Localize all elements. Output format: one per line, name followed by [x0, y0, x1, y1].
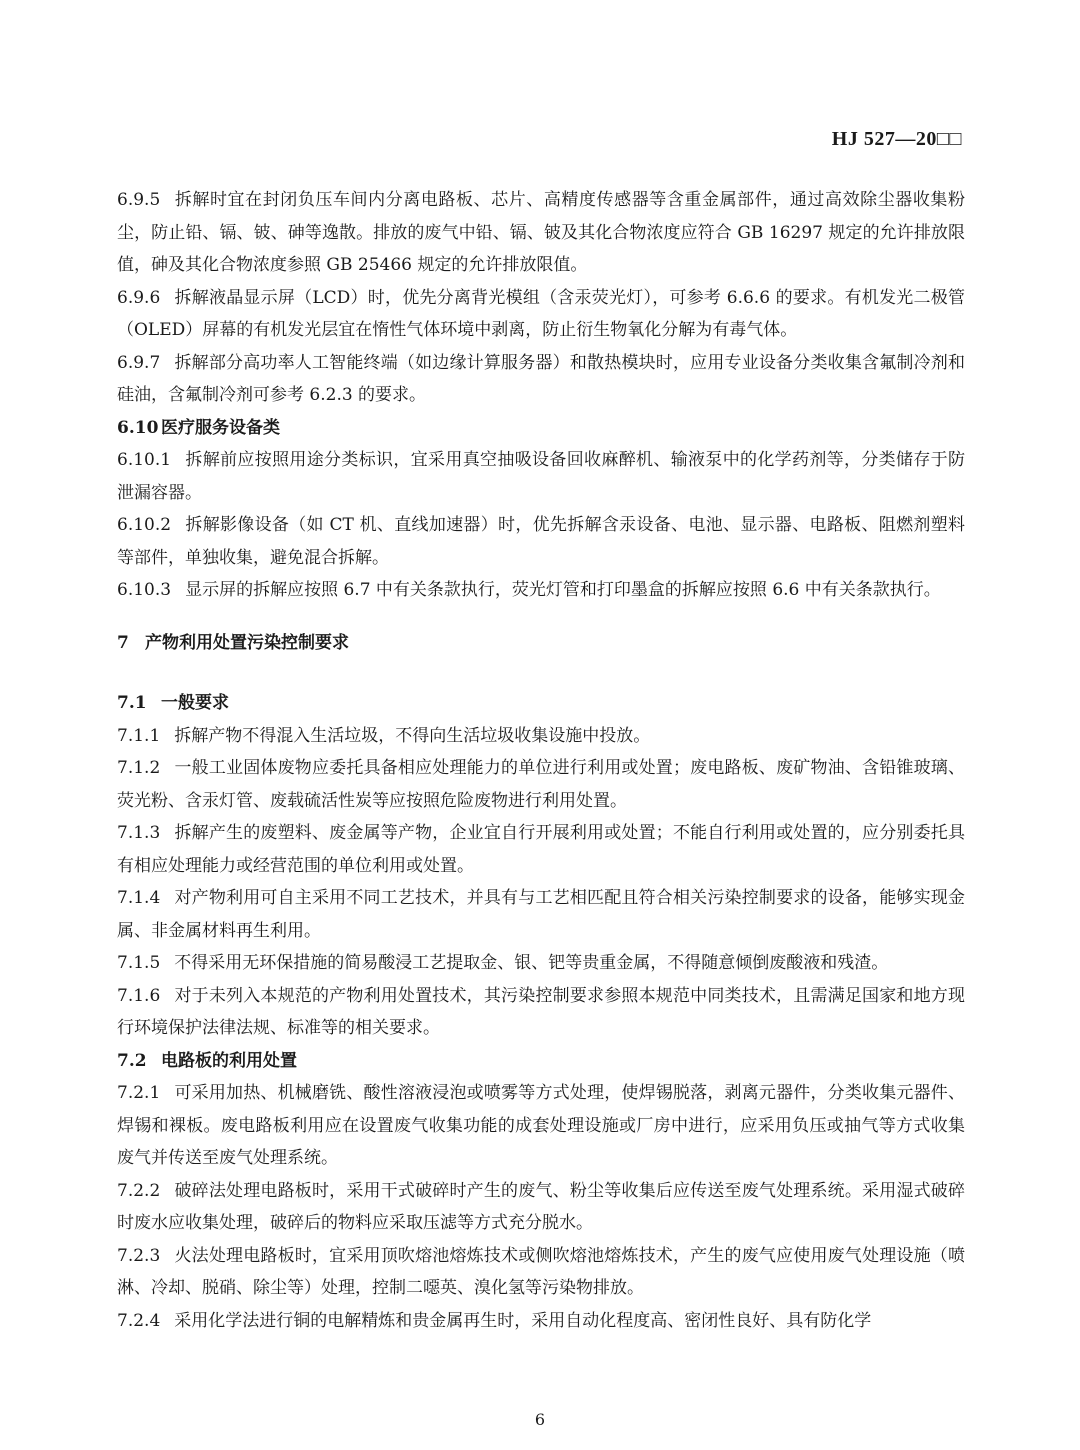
clause-text: 拆解影像设备（如 CT 机、直线加速器）时，优先拆解含汞设备、电池、显示器、电路板、阻燃剂塑料等部件，单独收集，避免混合拆解。	[117, 515, 965, 568]
clause-number: 7.2.1	[117, 1083, 161, 1103]
clause-number: 7.1.5	[117, 953, 161, 973]
chapter-title: 产物利用处置污染控制要求	[145, 632, 349, 653]
chapter-number: 7	[117, 632, 129, 653]
clause-text: 拆解液晶显示屏（LCD）时，优先分离背光模组（含汞荧光灯），可参考 6.6.6 的要求。有机发光二极管（OLED）屏幕的有机发光层宜在惰性气体环境中剥离，防止衍生物氧化分解为有毒气体。	[117, 287, 965, 340]
clause-paragraph	[117, 444, 965, 509]
clause-number: 6.9.5	[117, 190, 161, 210]
clause-paragraph	[117, 282, 965, 347]
clause-paragraph	[117, 1077, 965, 1175]
clause-text: 拆解部分高功率人工智能终端（如边缘计算服务器）和散热模块时，应用专业设备分类收集含氟制冷剂和硅油，含氟制冷剂可参考 6.2.3 的要求。	[117, 352, 965, 405]
document-code-header: HJ 527—20□□	[831, 128, 962, 150]
clause-number: 6.9.7	[117, 352, 161, 373]
clause-text: 破碎法处理电路板时，采用干式破碎时产生的废气、粉尘等收集后应传送至废气处理系统。采用湿式破碎时废水应收集处理，破碎后的物料应采取压滤等方式充分脱水。	[117, 1180, 965, 1233]
clause-paragraph	[117, 574, 965, 607]
clause-number: 7.1.6	[117, 985, 161, 1006]
clause-number: 7.1.4	[117, 888, 161, 908]
section-number: 7.1	[117, 693, 147, 713]
page-number: 6	[534, 1410, 546, 1429]
clause-text: 火法处理电路板时，宜采用顶吹熔池熔炼技术或侧吹熔池熔炼技术，产生的废气应使用废气处理设施（喷淋、冷却、脱硝、除尘等）处理，控制二噁英、溴化氢等污染物排放。	[117, 1245, 965, 1298]
clause-number: 7.2.2	[117, 1180, 161, 1201]
clause-number: 6.10.1	[117, 450, 172, 470]
clause-paragraph	[117, 720, 965, 753]
section-title: 医疗服务设备类	[161, 417, 280, 438]
section-title: 电路板的利用处置	[161, 1050, 297, 1071]
clause-number: 6.10.3	[117, 580, 172, 600]
clause-paragraph	[117, 817, 965, 882]
clause-number: 7.1.3	[117, 823, 161, 843]
clause-text: 拆解时宜在封闭负压车间内分离电路板、芯片、高精度传感器等含重金属部件，通过高效除尘器收集粉尘，防止铅、镉、铍、砷等逸散。排放的废气中铅、镉、铍及其化合物浓度应符合 GB 16297 规定的允许排放限值，砷及其化合物浓度参照 GB 25466 规定的允许排放限值。	[117, 190, 965, 275]
clause-text: 对于未列入本规范的产物利用处置技术，其污染控制要求参照本规范中同类技术，且需满足国家和地方现行环境保护法律法规、标准等的相关要求。	[117, 985, 965, 1038]
clause-text: 拆解前应按照用途分类标识，宜采用真空抽吸设备回收麻醉机、输液泵中的化学药剂等，分类储存于防泄漏容器。	[117, 450, 965, 503]
section-heading	[117, 687, 965, 720]
clause-paragraph	[117, 1240, 965, 1305]
clause-paragraph	[117, 184, 965, 282]
clause-number: 6.10.2	[117, 515, 172, 535]
clause-paragraph	[117, 752, 965, 817]
clause-paragraph	[117, 980, 965, 1045]
clause-paragraph	[117, 347, 965, 412]
clause-text: 一般工业固体废物应委托具备相应处理能力的单位进行利用或处置；废电路板、废矿物油、含铅锥玻璃、荧光粉、含汞灯管、废载硫活性炭等应按照危险废物进行利用处置。	[117, 758, 965, 811]
section-number: 6.10	[117, 417, 159, 438]
clause-number: 7.1.2	[117, 758, 161, 778]
clause-text: 不得采用无环保措施的简易酸浸工艺提取金、银、钯等贵重金属，不得随意倾倒废酸液和残渣。	[174, 953, 889, 973]
clause-text: 拆解产物不得混入生活垃圾，不得向生活垃圾收集设施中投放。	[174, 725, 651, 746]
chapter-heading	[117, 627, 965, 660]
clause-text: 拆解产生的废塑料、废金属等产物，企业宜自行开展利用或处置；不能自行利用或处置的，应分别委托具有相应处理能力或经营范围的单位利用或处置。	[117, 823, 965, 876]
clause-paragraph	[117, 882, 965, 947]
clause-text: 可采用加热、机械磨铣、酸性溶液浸泡或喷雾等方式处理，使焊锡脱落，剥离元器件，分类收集元器件、焊锡和裸板。废电路板利用应在设置废气收集功能的成套处理设施或厂房中进行，应采用负压或抽气等方式收集废气并传送至废气处理系统。	[117, 1083, 965, 1168]
section-heading	[117, 412, 965, 445]
clause-paragraph	[117, 509, 965, 574]
section-number: 7.2	[117, 1050, 147, 1071]
clause-paragraph	[117, 1175, 965, 1240]
document-body	[117, 184, 965, 1337]
section-title: 一般要求	[161, 693, 229, 713]
clause-paragraph	[117, 947, 965, 980]
clause-text: 采用化学法进行铜的电解精炼和贵金属再生时，采用自动化程度高、密闭性良好、具有防化学	[174, 1310, 872, 1331]
clause-number: 7.2.4	[117, 1310, 161, 1331]
clause-number: 7.2.3	[117, 1245, 161, 1266]
section-heading	[117, 1045, 965, 1078]
clause-text: 对产物利用可自主采用不同工艺技术，并具有与工艺相匹配且符合相关污染控制要求的设备，能够实现金属、非金属材料再生利用。	[117, 888, 965, 941]
clause-number: 7.1.1	[117, 725, 161, 746]
clause-paragraph	[117, 1305, 965, 1338]
clause-number: 6.9.6	[117, 287, 161, 308]
clause-text: 显示屏的拆解应按照 6.7 中有关条款执行，荧光灯管和打印墨盒的拆解应按照 6.6 中有关条款执行。	[185, 580, 941, 600]
